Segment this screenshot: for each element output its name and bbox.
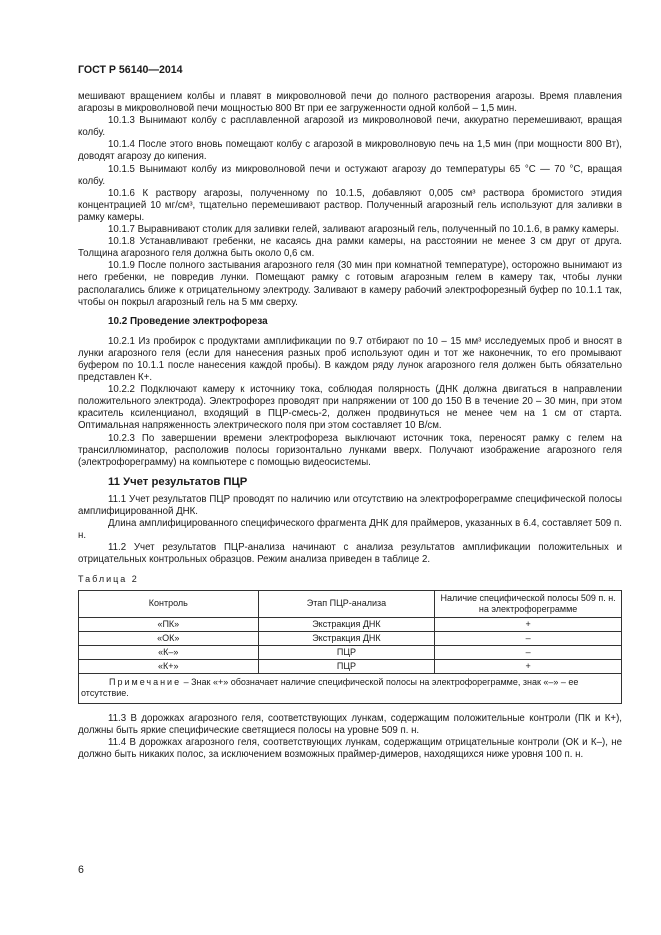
paragraph-10-2-1: 10.2.1 Из пробирок с продуктами амплификации по 9.7 отбирают по 10 – 15 мм³ исследуемых проб и вносят в лунки агарозного геля (если для нанесения разных проб используют один и тот же наконечник, то его промывают буфером по 10.1.1 после нанесения каждой пробы). В каждом ряду лунок агарозного геля должен быть обязательно представлен К+. bbox=[78, 335, 622, 384]
table-cell: «ПК» bbox=[79, 617, 259, 631]
table-cell: «ОК» bbox=[79, 631, 259, 645]
table-cell: – bbox=[435, 645, 622, 659]
table-note bbox=[79, 673, 622, 703]
table-cell: «К–» bbox=[79, 645, 259, 659]
table-header-cell: Этап ПЦР-анализа bbox=[258, 590, 435, 617]
table-header-cell: Наличие специфической полосы 509 п. н. на электрофореграмме bbox=[435, 590, 622, 617]
paragraph-10-1-6: 10.1.6 К раствору агарозы, полученному по 10.1.5, добавляют 0,005 см³ раствора бромистого этидия концентрацией 10 мг/см³, тщательно перемешивают раствор. Полученный агарозный гель используют для заливки в рамку камеры. bbox=[78, 187, 622, 223]
paragraph-10-1-3: 10.1.3 Вынимают колбу с расплавленной агарозой из микроволновой печи, аккуратно перемешивают, вращая колбу. bbox=[78, 115, 622, 139]
document-header: ГОСТ Р 56140—2014 bbox=[78, 64, 183, 76]
table-cell: – bbox=[435, 631, 622, 645]
table-row bbox=[79, 645, 622, 659]
note-label: Примечание bbox=[109, 676, 182, 687]
paragraph-10-1-9: 10.1.9 После полного застывания агарозного геля (30 мин при комнатной температуре), осторожно вынимают из него гребенки, не повредив лунки. Помещают рамку с готовым агарозным гелем в камеру так, чтобы лунки располагались ближе к отрицательному электроду. Заливают в камеру рабочий электрофорезный буфер по 10.1.1 так, чтобы он покрыл агарозный гель на 5 мм сверху. bbox=[78, 260, 622, 308]
table-cell: ПЦР bbox=[258, 645, 435, 659]
paragraph-10-1-4: 10.1.4 После этого вновь помещают колбу с агарозой в микроволновую печь на 1,5 мин (при мощности 800 Вт), доводят агарозу до кипения. bbox=[78, 139, 622, 163]
section-heading-11: 11 Учет результатов ПЦР bbox=[108, 475, 248, 488]
paragraph-fragment-length: Длина амплифицированного специфического фрагмента ДНК для праймеров, указанных в 6.4, составляет 509 п. н. bbox=[78, 518, 622, 542]
table-row bbox=[79, 617, 622, 631]
table-cell: «К+» bbox=[79, 659, 259, 673]
paragraph-10-2-2: 10.2.2 Подключают камеру к источнику тока, соблюдая полярность (ДНК должна двигаться в направлении положительного электрода). Электрофорез проводят при напряжении от 100 до 150 В в течение 20 – 30 мин, при этом краситель ксиленцианол, входящий в ПЦР-смесь-2, должен продвинуться не менее чем на 1 см от старта. Оптимальная напряженность электрического поля при этом составляет 10 В/см. bbox=[78, 384, 622, 432]
section-heading-10-2: 10.2 Проведение электрофореза bbox=[108, 315, 268, 327]
table-caption: Таблица 2 bbox=[78, 574, 139, 585]
table-cell: ПЦР bbox=[258, 659, 435, 673]
paragraph: мешивают вращением колбы и плавят в микроволновой печи до полного растворения агарозы. Время плавления агарозы в микроволновой печи мощностью 800 Вт при ее загруженности одной колбой – 1,5 мин. bbox=[78, 91, 622, 115]
document-body bbox=[78, 91, 622, 761]
paragraph-10-1-8: 10.1.8 Устанавливают гребенки, не касаясь дна рамки камеры, на расстоянии не менее 3 см друг от друга. Толщина агарозного геля должна быть около 0,6 см. bbox=[78, 236, 622, 260]
table-row bbox=[79, 631, 622, 645]
paragraph-11-4: 11.4 В дорожках агарозного геля, соответствующих лункам, содержащим отрицательные контроли (ОК и К–), не должно быть никаких полос, за исключением возможных праймер-димеров, находящихся ниже уровня 100 п. н. bbox=[78, 736, 622, 760]
page-number: 6 bbox=[78, 864, 84, 876]
table-cell: Экстракция ДНК bbox=[258, 631, 435, 645]
paragraph-10-1-7: 10.1.7 Выравнивают столик для заливки гелей, заливают агарозный гель, полученный по 10.1.6, в рамку камеры. bbox=[108, 224, 619, 236]
paragraph-10-2-3: 10.2.3 По завершении времени электрофореза выключают источник тока, переносят рамку с гелем на трансиллюминатор, расположив полосы горизонтально лунками вверх. Получают изображение агарозного геля (электрофореграмму) на компьютере с помощью видеосистемы. bbox=[78, 432, 622, 468]
table-row bbox=[79, 659, 622, 673]
paragraph-11-2: 11.2 Учет результатов ПЦР-анализа начинают с анализа результатов амплификации положительных и отрицательных контрольных образцов. Режим анализа приведен в таблице 2. bbox=[78, 542, 622, 566]
table-cell: + bbox=[435, 617, 622, 631]
paragraph-11-1: 11.1 Учет результатов ПЦР проводят по наличию или отсутствию на электрофореграмме специфической полосы амплифицированной ДНК. bbox=[78, 493, 622, 517]
table-cell: + bbox=[435, 659, 622, 673]
paragraph-10-1-5: 10.1.5 Вынимают колбу из микроволновой печи и остужают агарозу до температуры 65 °С — 70 °С, вращая колбу. bbox=[78, 163, 622, 187]
table-header-cell: Контроль bbox=[79, 590, 259, 617]
paragraph-11-3: 11.3 В дорожках агарозного геля, соответствующих лункам, содержащим положительные контроли (ПК и К+), должны быть яркие специфические светящиеся полосы на уровне 509 п. н. bbox=[78, 712, 622, 736]
table-cell: Экстракция ДНК bbox=[258, 617, 435, 631]
table-note-row bbox=[79, 673, 622, 703]
table-header-row bbox=[79, 590, 622, 617]
note-text: – Знак «+» обозначает наличие специфической полосы на электрофореграмме, знак «–» – ее отсутствие. bbox=[81, 676, 579, 699]
results-table bbox=[78, 590, 622, 704]
